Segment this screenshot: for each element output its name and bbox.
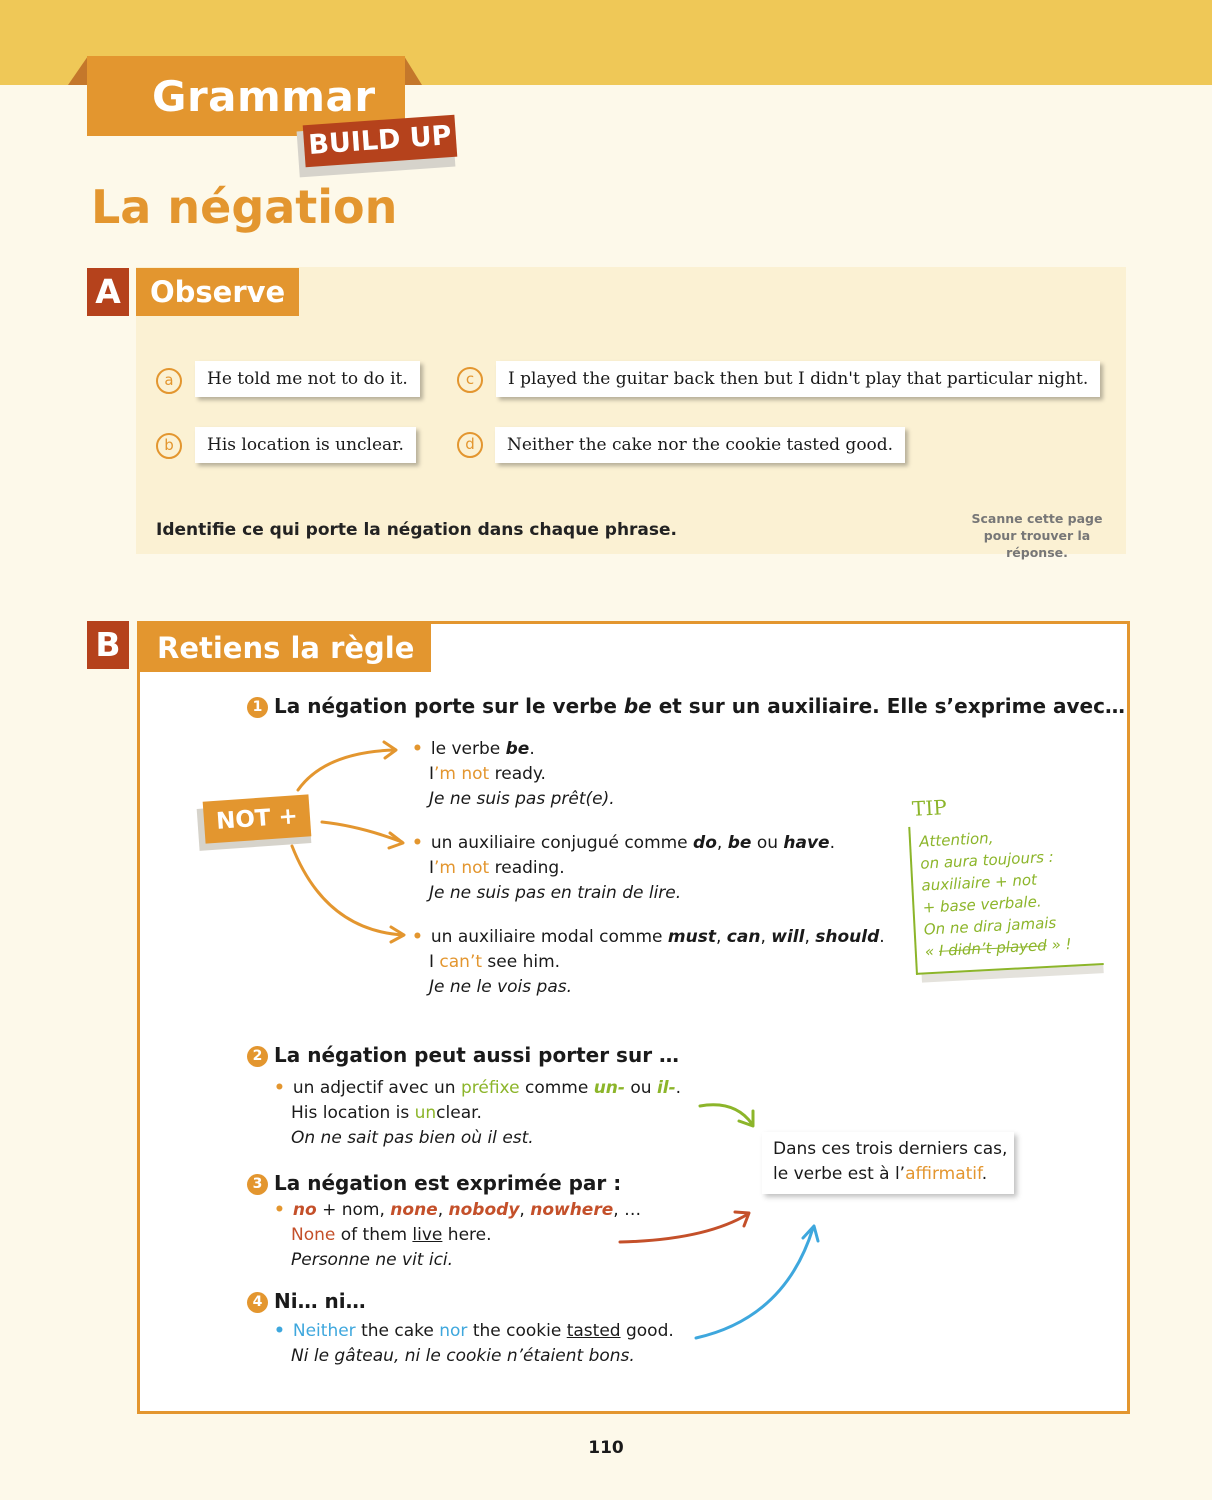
sentence-d: Neither the cake nor the cookie tasted good. [495, 427, 905, 463]
ex-a: I [429, 952, 440, 972]
tip-quote-open: « [924, 941, 940, 961]
tip-line-4: + base verbale. [922, 892, 1043, 917]
ex-b: clear. [436, 1103, 482, 1123]
ex-highlight: can’t [439, 952, 483, 972]
scan-hint-line1: Scanne cette page [971, 511, 1103, 526]
lead-highlight: préfixe [460, 1078, 520, 1098]
word-none: none [390, 1200, 438, 1220]
rule-3-number: 3 [247, 1174, 268, 1195]
rule-4-translation: Ni le gâteau, ni le cookie n’étaient bons. [291, 1346, 635, 1366]
ex-a: I [429, 764, 435, 784]
rule-1-item-1-translation: Je ne suis pas prêt(e). [429, 789, 615, 809]
word-nowhere: nowhere [530, 1200, 614, 1220]
ex-highlight: None [291, 1225, 336, 1245]
tip-line-1: Attention, [918, 828, 994, 851]
lead-end: . [829, 833, 835, 853]
tip-wrong-form: I didn’t played [938, 936, 1048, 960]
ex-b: ready. [489, 764, 546, 784]
sentence-a: He told me not to do it. [195, 361, 420, 397]
rule-1-heading-em: be [623, 694, 652, 718]
rule-1-heading-a: La négation porte sur le verbe [274, 694, 624, 718]
word-be: be [727, 833, 752, 853]
arrow-not-to-be [298, 750, 395, 790]
section-a-label: Observe [136, 268, 299, 316]
lead-text: un auxiliaire modal comme [430, 927, 668, 947]
word-will: will [771, 927, 805, 947]
word-must: must [667, 927, 716, 947]
note-line-1: Dans ces trois derniers cas, [773, 1139, 1008, 1159]
tip-title: TIP [911, 795, 948, 821]
scan-hint-line2: pour trouver la réponse. [983, 528, 1091, 560]
arrow-blue-to-note [696, 1228, 813, 1338]
sep: ou [751, 833, 784, 853]
tip-line-3: auxiliaire + not [921, 870, 1038, 895]
section-a-letter: A [87, 268, 129, 316]
sep: , [716, 833, 728, 853]
rule-2-number: 2 [247, 1046, 268, 1067]
lead-a: un adjectif avec un [292, 1078, 461, 1098]
rule-1-number: 1 [247, 697, 268, 718]
ex-a: of them [335, 1225, 413, 1245]
arrow-green-to-note [700, 1105, 752, 1124]
rule-1-item-2-lead: • un auxiliaire conjugué comme do, be ou have. [412, 833, 835, 853]
word-do: do [693, 833, 717, 853]
rule-1-item-2-translation: Je ne suis pas en train de lire. [429, 883, 682, 903]
rule-1-item-1-lead: • le verbe be. [412, 739, 535, 759]
tip-quote-close: » ! [1046, 934, 1072, 955]
rule-4-heading-text: Ni… ni… [274, 1289, 366, 1313]
grammar-title: Grammar [152, 72, 376, 121]
rule-2-heading-text: La négation peut aussi porter sur … [274, 1043, 680, 1067]
sentence-c: I played the guitar back then but I didn't play that particular night. [496, 361, 1100, 397]
rule-4-example: • Neither the cake nor the cookie tasted good. [274, 1321, 674, 1341]
lead-c: ou [624, 1078, 657, 1098]
lead-text: le verbe [430, 739, 506, 759]
rule-3-translation: Personne ne vit ici. [291, 1250, 454, 1270]
not-badge: NOT + [203, 794, 312, 843]
sep: , [715, 927, 727, 947]
tip-line-2: on aura toujours : [919, 847, 1055, 873]
note-line-2-b: . [981, 1164, 988, 1184]
marker-b: b [156, 433, 182, 459]
page-number: 110 [588, 1438, 624, 1458]
prefix-il: il- [656, 1078, 676, 1098]
sep: , [760, 927, 772, 947]
ex-b: the cookie [467, 1321, 567, 1341]
section-b-label: Retiens la règle [140, 624, 431, 672]
section-a-instruction: Identifie ce qui porte la négation dans chaque phrase. [156, 520, 678, 540]
ex-c: good. [620, 1321, 674, 1341]
ex-a: His location is [291, 1103, 415, 1123]
lead-end: . [675, 1078, 682, 1098]
rule-3-heading-text: La négation est exprimée par : [274, 1171, 622, 1195]
arrow-red-to-note [620, 1214, 748, 1242]
ex-highlight: ’m not [434, 764, 490, 784]
lead-text: un auxiliaire conjugué comme [430, 833, 694, 853]
ex-b: reading. [489, 858, 565, 878]
rule-1-heading-b: et sur un auxiliaire. Elle s’exprime avec… [651, 694, 1125, 718]
note-highlight: affirmatif [905, 1164, 982, 1184]
ex-underline: tasted [566, 1321, 621, 1341]
note-line-2-a: le verbe est à l’ [773, 1164, 906, 1184]
arrow-not-to-modal [292, 846, 403, 935]
rule-2-translation: On ne sait pas bien où il est. [291, 1128, 534, 1148]
ex-b: see him. [482, 952, 561, 972]
tip-line-5: On ne dira jamais [923, 913, 1057, 939]
comma: , [519, 1200, 531, 1220]
word-nor: nor [439, 1321, 468, 1341]
ex-a: I [429, 858, 435, 878]
marker-a: a [156, 368, 182, 394]
word-can: can [726, 927, 761, 947]
word-should: should [815, 927, 880, 947]
build-up-badge: BUILD UP [303, 115, 458, 168]
lead-end: . [529, 739, 535, 759]
rule-1-item-3-translation: Je ne le vois pas. [429, 977, 573, 997]
word-neither: Neither [292, 1321, 356, 1341]
word-have: have [783, 833, 830, 853]
ellipsis: , … [613, 1200, 642, 1220]
lead-end: . [879, 927, 885, 947]
ex-a: the cake [355, 1321, 440, 1341]
marker-c: c [457, 367, 483, 393]
word-no: no [292, 1200, 317, 1220]
sentence-b: His location is unclear. [195, 427, 416, 463]
plus-nom: + nom, [316, 1200, 391, 1220]
lead-b: comme [519, 1078, 594, 1098]
rule-3-lead: • no + nom, none, nobody, nowhere, … [274, 1200, 642, 1220]
comma: , [437, 1200, 449, 1220]
sep: , [804, 927, 816, 947]
rule-4-number: 4 [247, 1292, 268, 1313]
ex-highlight: un [414, 1103, 437, 1123]
word-nobody: nobody [448, 1200, 520, 1220]
ex-b: here. [442, 1225, 492, 1245]
rule-2-lead: • un adjectif avec un préfixe comme un- ou il-. [274, 1078, 682, 1098]
ex-underline: live [412, 1225, 443, 1245]
prefix-un: un- [593, 1078, 625, 1098]
ex-highlight: ’m not [434, 858, 490, 878]
section-b-letter: B [87, 621, 129, 669]
marker-d: d [457, 432, 483, 458]
rule-1-item-3-lead: • un auxiliaire modal comme must, can, will, should. [412, 927, 885, 947]
lead-em: be [505, 739, 530, 759]
page-title: La négation [91, 180, 398, 234]
